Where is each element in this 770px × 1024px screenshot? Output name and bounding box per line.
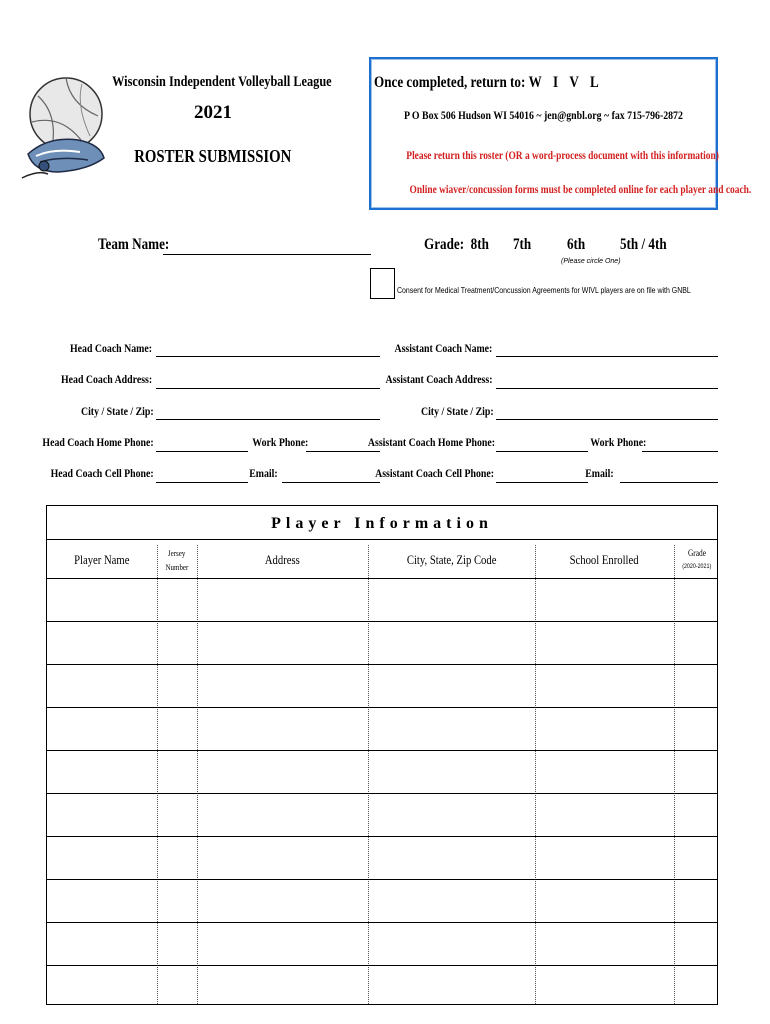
table-row[interactable] [47, 707, 717, 751]
player-information-table [46, 505, 718, 1005]
assistant-coach-cell-phone-field[interactable] [496, 482, 588, 483]
head-coach-address-label: Head Coach Address: [60, 372, 152, 386]
table-row[interactable] [47, 621, 717, 665]
table-row[interactable] [47, 578, 717, 622]
grade-option-6th[interactable]: 6th [567, 236, 586, 253]
assistant-coach-name-label: Assistant Coach Name: [394, 341, 492, 355]
head-coach-email-field[interactable] [282, 482, 380, 483]
head-coach-name-label: Head Coach Name: [70, 341, 152, 355]
assistant-coach-home-phone-label: Assistant Coach Home Phone: [367, 435, 495, 449]
assistant-coach-city-label: City / State / Zip: [421, 404, 494, 418]
head-coach-cell-phone-label: Head Coach Cell Phone: [50, 466, 154, 480]
table-row[interactable] [47, 750, 717, 794]
team-name-field[interactable] [163, 254, 371, 255]
head-coach-home-phone-label: Head Coach Home Phone: [42, 435, 154, 449]
grade-option-7th[interactable]: 7th [513, 236, 532, 253]
column-header-grade: Grade (2020-2021) [681, 548, 712, 570]
head-coach-home-phone-field[interactable] [156, 451, 248, 452]
table-row[interactable] [47, 879, 717, 923]
roster-year: 2021 [194, 102, 232, 123]
head-coach-city-label: City / State / Zip: [81, 404, 154, 418]
assistant-coach-home-phone-field[interactable] [496, 451, 588, 452]
grade-option-5th-4th[interactable]: 5th / 4th [620, 236, 667, 253]
assistant-coach-cell-phone-label: Assistant Coach Cell Phone: [375, 466, 494, 480]
table-row[interactable] [47, 836, 717, 880]
assistant-coach-work-phone-field[interactable] [642, 451, 718, 452]
head-coach-cell-phone-field[interactable] [156, 482, 248, 483]
assistant-coach-address-label: Assistant Coach Address: [385, 372, 492, 386]
consent-checkbox[interactable] [370, 268, 395, 299]
head-coach-email-label: Email: [249, 466, 278, 480]
head-coach-work-phone-label: Work Phone: [252, 435, 309, 449]
head-coach-city-field[interactable] [156, 419, 380, 420]
return-address: P O Box 506 Hudson WI 54016 ~ jen@gnbl.org ~ fax 715-796-2872 [404, 108, 683, 122]
page-title: ROSTER SUBMISSION [134, 146, 292, 166]
table-title: Player Information [271, 515, 493, 532]
column-header-jersey-number: Jersey Number [165, 548, 189, 572]
grade-hint: (Please circle One) [561, 258, 621, 265]
table-row[interactable] [47, 922, 717, 966]
column-header-city-state-zip: City, State, Zip Code [406, 552, 497, 567]
assistant-coach-address-field[interactable] [496, 388, 718, 389]
table-row[interactable] [47, 664, 717, 708]
grade-option-8th[interactable]: 8th [470, 236, 489, 253]
league-name: Wisconsin Independent Volleyball League [112, 74, 332, 90]
grade-label: Grade: 8th [424, 236, 489, 253]
online-forms-note: Online wiaver/concussion forms must be completed online for each player and coach. [409, 184, 752, 196]
column-header-player-name: Player Name [74, 552, 130, 567]
column-header-address: Address [265, 552, 300, 567]
column-header-school: School Enrolled [569, 552, 639, 567]
return-title: Once completed, return to: W I V L [374, 74, 603, 91]
team-name-label: Team Name: [98, 236, 170, 253]
assistant-coach-name-field[interactable] [496, 356, 718, 357]
table-row[interactable] [47, 793, 717, 837]
assistant-coach-email-field[interactable] [620, 482, 718, 483]
assistant-coach-email-label: Email: [585, 466, 614, 480]
head-coach-name-field[interactable] [156, 356, 380, 357]
assistant-coach-work-phone-label: Work Phone: [590, 435, 647, 449]
consent-text: Consent for Medical Treatment/Concussion Agreements for WIVL players are on file with GNBL [397, 285, 691, 295]
return-note: Please return this roster (OR a word-process document with this information) [406, 150, 719, 162]
table-title-divider [47, 539, 717, 540]
return-org: W I V L [528, 74, 603, 91]
table-row[interactable] [47, 965, 717, 1008]
head-coach-work-phone-field[interactable] [306, 451, 380, 452]
head-coach-address-field[interactable] [156, 388, 380, 389]
assistant-coach-city-field[interactable] [496, 419, 718, 420]
